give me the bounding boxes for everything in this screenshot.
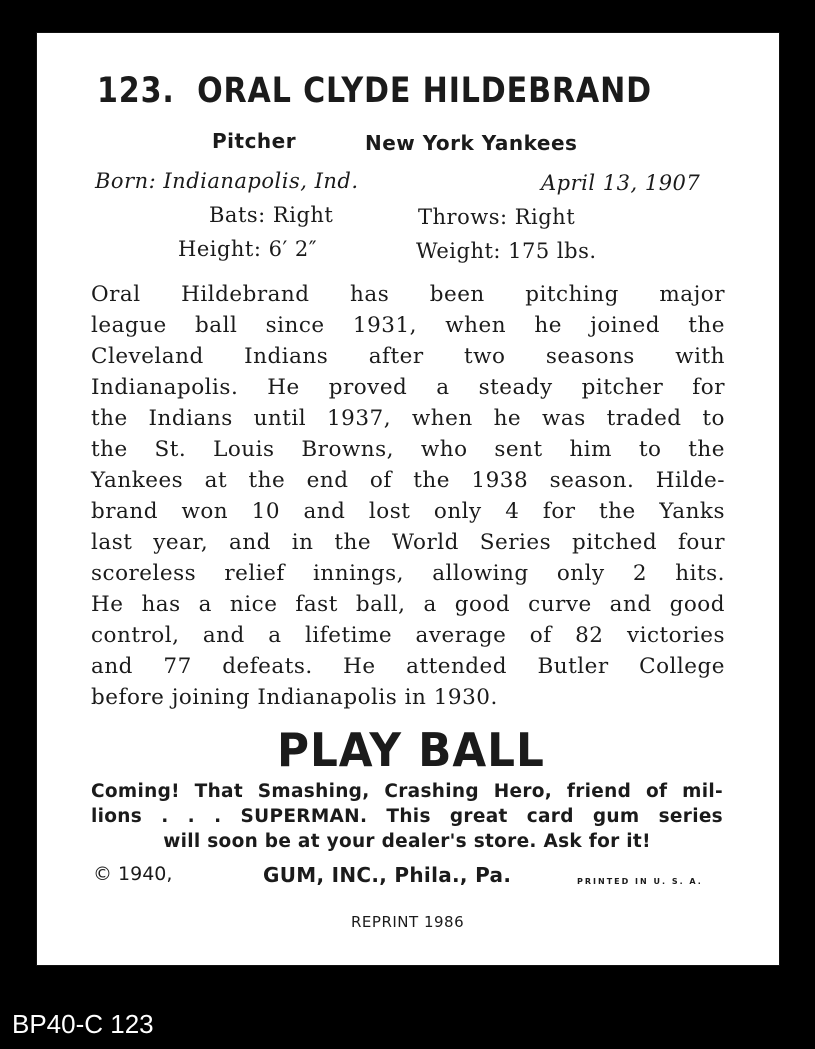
promo-line: will soon be at your dealer's store. Ask for it! (163, 831, 651, 852)
bio-line: control, and a lifetime average of 82 victories (91, 623, 725, 648)
bio-line: scoreless relief innings, allowing only 2 hits. (91, 561, 725, 586)
born-place: Born: Indianapolis, Ind. (95, 169, 359, 193)
player-name: ORAL CLYDE HILDEBRAND (197, 71, 652, 111)
player-team: New York Yankees (365, 131, 578, 155)
card-title (97, 71, 652, 111)
bio-line: league ball since 1931, when he joined the (91, 313, 725, 338)
bio-line: and 77 defeats. He attended Butler College (91, 654, 725, 679)
bio-line: Indianapolis. He proved a steady pitcher for (91, 375, 725, 400)
bio-line: the St. Louis Browns, who sent him to the (91, 437, 725, 462)
bio-line: Yankees at the end of the 1938 season. Hilde- (91, 468, 725, 493)
bio-line: brand won 10 and lost only 4 for the Yanks (91, 499, 725, 524)
promo-line: lions . . . SUPERMAN. This great card gum series (91, 806, 723, 827)
superman-promo (91, 779, 723, 854)
throws-stat: Throws: Right (418, 205, 576, 229)
bio-line: the Indians until 1937, when he was traded to (91, 406, 725, 431)
bio-line: last year, and in the World Series pitched four (91, 530, 725, 555)
reprint-notice: REPRINT 1986 (351, 913, 465, 931)
promo-line: Coming! That Smashing, Crashing Hero, friend of mil- (91, 781, 723, 802)
player-biography (91, 279, 725, 713)
bio-line: before joining Indianapolis in 1930. (91, 685, 498, 710)
bio-line: Cleveland Indians after two seasons with (91, 344, 725, 369)
play-ball-headline: PLAY BALL (277, 723, 545, 777)
bats-stat: Bats: Right (209, 203, 334, 227)
height-stat: Height: 6′ 2″ (178, 237, 318, 261)
bio-line: Oral Hildebrand has been pitching major (91, 282, 725, 307)
born-date: April 13, 1907 (541, 171, 701, 195)
player-position: Pitcher (212, 129, 297, 153)
copyright: © 1940, (93, 863, 173, 885)
weight-stat: Weight: 175 lbs. (416, 239, 597, 263)
catalog-id: BP40-C 123 (12, 1009, 154, 1039)
printed-in-usa: PRINTED IN U. S. A. (577, 877, 703, 886)
bio-line: He has a nice fast ball, a good curve and good (91, 592, 725, 617)
publisher: GUM, INC., Phila., Pa. (263, 863, 512, 887)
card-number: 123. (97, 71, 175, 111)
card-back (36, 32, 780, 966)
